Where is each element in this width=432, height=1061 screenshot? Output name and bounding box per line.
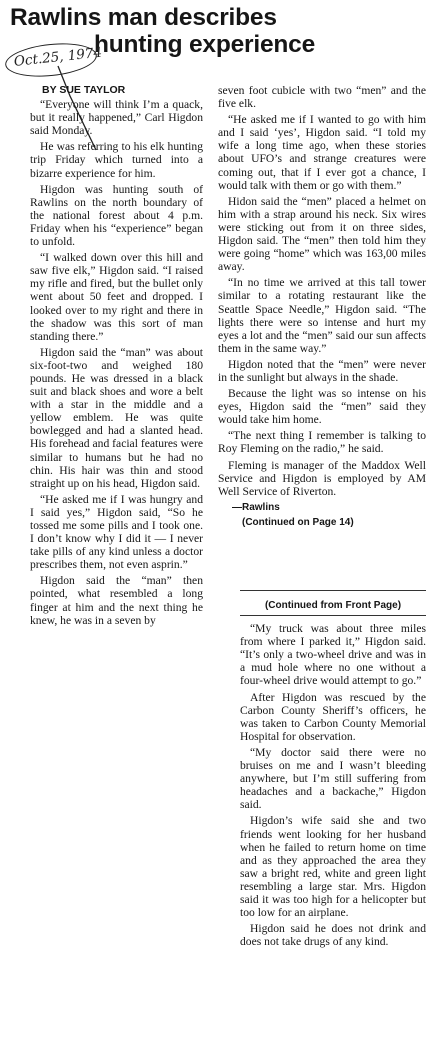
paragraph: Because the light was so intense on his eyes, Higdon said the “men” said they would take him home. <box>218 387 426 427</box>
paragraph: He was referring to his elk hunting trip Friday which turned into a bizarre experience for him. <box>30 140 203 180</box>
paragraph: “Everyone will think I’m a quack, but it really happened,” Carl Higdon said Monday. <box>30 98 203 138</box>
paragraph: “My doctor said there were no bruises on me and I wasn’t bleeding anywhere, but I’m still suffering from headaches and a backache,” Higdon said. <box>240 745 426 812</box>
paragraph: “I walked down over this hill and saw five elk,” Higdon said. “I raised my rifle and fired, but the bullet only went about 50 feet and dropped. I looked over to my right and there in the shadow was this sort of man standing there.” <box>30 251 203 343</box>
continued-from-header: (Continued from Front Page) <box>240 599 426 616</box>
paragraph: Higdon said he does not drink and does not take drugs of any kind. <box>240 922 426 949</box>
paragraph: Hidon said the “men” placed a helmet on him with a strap around his neck. Six wires were sticking out from it on three sides, Higdon said. The “men” then told him they were going “home” which was 163,00 miles away. <box>218 194 426 274</box>
paragraph: Higdon’s wife said she and two friends went looking for her husband when he failed to return home on time and as they approached the area they saw a bright red, white and green light resembling a large star. Mrs. Higdon said it was too high for a helicopter but too low for an airplane. <box>240 814 426 920</box>
headline-line-1: Rawlins man describes <box>10 4 277 31</box>
byline: BY SUE TAYLOR <box>42 84 126 96</box>
paragraph: Higdon noted that the “men” were never in the sunlight but always in the shade. <box>218 357 426 384</box>
paragraph: Higdon said the “man” was about six-foot-two and weighed 180 pounds. He was dressed in a black suit and black shoes and wore a belt with a star in the middle and a yellow emblem. He was quite bowlegged and had a slanted head. His forehead and facial features were similar to humans but he had no chin. His hair was thin and stood straight up on his head, Higdon said. <box>30 345 203 490</box>
headline-line-2: hunting experience <box>94 31 316 58</box>
paragraph: “The next thing I remember is talking to Roy Fleming on the radio,” he said. <box>218 429 426 456</box>
paragraph: Fleming is manager of the Maddox Well Service and Higdon is employed by AM Well Service of Riverton. <box>218 458 426 498</box>
paragraph: Higdon was hunting south of Rawlins on the north boundary of the national forest about 4 p.m. Friday when his “experience” began to unfold. <box>30 182 203 249</box>
article-column-2 <box>218 84 426 531</box>
paragraph: After Higdon was rescued by the Carbon County Sheriff’s officers, he was taken to Carbon County Memorial Hospital for observation. <box>240 690 426 743</box>
paragraph: “In no time we arrived at this tall tower similar to a rotating restaurant like the Seattle Space Needle,” Higdon said. “The lights there were so intense and hurt my eyes a lot and the “men” said our sun affects them in the same way.” <box>218 276 426 355</box>
handwritten-date-text: Oct.25, 1974 <box>13 44 103 70</box>
continued-on-line: (Continued on Page 14) <box>242 516 354 528</box>
dateline-signoff: —Rawlins <box>232 501 280 513</box>
paragraph: “My truck was about three miles from where I parked it,” Higdon said. “It’s only a two-wheel drive and was in a mud hole where no one without a four-wheel drive would attempt to go.” <box>240 622 426 688</box>
paragraph: “He asked me if I was hungry and I said yes,” Higdon said, “So he tossed me some pills and I took one. I don’t know why I did it — I never take pills of any kind unless a doctor prescribes them, not even asprin.” <box>30 492 203 572</box>
article-column-3 <box>240 599 426 951</box>
paragraph: seven foot cubicle with two “men” and the five elk. <box>218 84 426 111</box>
article-column-1 <box>30 84 203 630</box>
section-divider <box>240 590 426 591</box>
paragraph: “He asked me if I wanted to go with him and I said ‘yes’, Higdon said. “I told my wife a long time ago, when these stories about UFO’s and strange creatures were coming out, that if I ever got a chance, I would talk with them or go with them.” <box>218 113 426 192</box>
paragraph: Higdon said the “man” then pointed, what resembled a long finger at him and the next thing he knew, he was in a seven by <box>30 574 203 627</box>
